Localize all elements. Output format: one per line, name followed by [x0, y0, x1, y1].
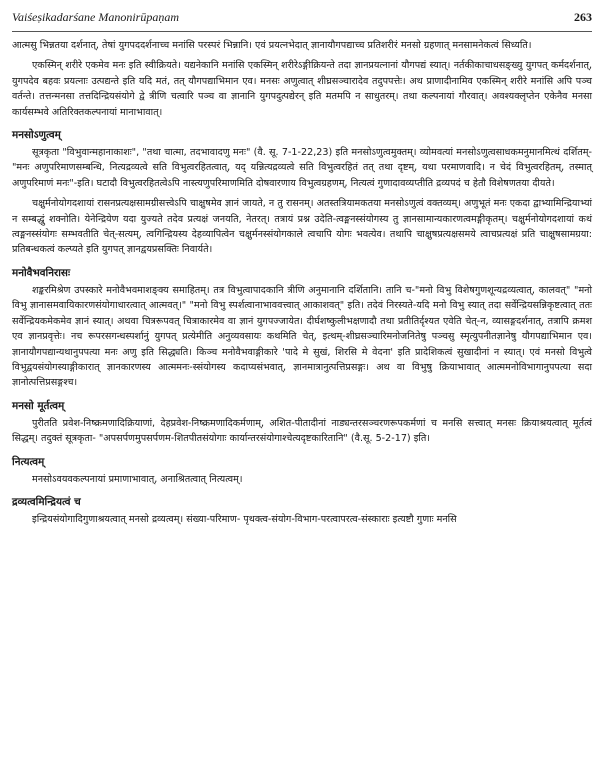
page-body: [12, 38, 592, 527]
section-heading-murtatva: मनसो मूर्तत्वम्: [12, 399, 65, 412]
running-title: Vaiśeṣikadarśane Manonirūpaṇam: [12, 10, 179, 24]
paragraph-8: इन्द्रियसंयोगादिगुणाश्रयत्वात् मनसो द्रव्यत्वम्। संख्या-परिमाण- पृथक्त्व-संयोग-विभाग-परत्वापरत्व-संस्काराः इत्यष्टौ गुणाः मनसि: [32, 513, 457, 525]
section-heading-nityatva: नित्यत्वम्: [12, 455, 45, 468]
paragraph-5: शङ्करमिश्रेण उपस्कारे मनोवैभवमाशङ्क्य समाहितम्। तत्र विभुत्वापादकानि त्रीणि अनुमानानि दर्शितानि। तानि च-"मनो विभु विशेषगुणशून्यद्रव्यत्वात्, कालवत्" "मनो विभु ज्ञानासमवायिकारणसंयोगाधारत्वात् आत्मवत्।" "मनो विभु स्पर्शत्वानाभाववत्त्वात् आकाशवत्" इति। तदेवं निरस्यते-यदि मनो विभु स्यात् तदा सर्वेन्द्रियसन्निकृष्टत्वात् ततः सर्वेन्द्रियकमेकमेव ज्ञानं स्यात्। अथवा चित्ररूपवत् चित्राकारमेव वा ज्ञानं युगपज्जायेत। दीर्घशष्कुलीभक्षणादौ तथा प्रतीतिर्दृश्यत एवेति चेत्-न, व्यासङ्गदर्शनात्, तत्रापि क्रमश एव ज्ञानप्रवृत्तेः। नच रूपरसगन्धस्पर्शानुं युगपत् प्रत्येमीति अनुव्यवसायः कथमिति चेत्, इत्थम्-शीघ्रसञ्चारिमनोजनितेषु पञ्चसु स्मृत्युपनीतज्ञानेषु यौगपद्याभिमान एव। ज्ञानायौगपद्यान्यथानुपपत्या मनः अणु इति सिद्ध्यति। किञ्च मनोवैभवाङ्गीकारे 'पादे मे सुखं, शिरसि मे वेदना' इति प्रादेशिकत्वं सुखादीनां न स्यात्। एवं मनसो विभुत्वे विभुद्वयसंयोगस्याङ्गीकारात् ज्ञानकारणस्य आत्ममनः-स्संयोगस्य कदाप्यसंभवात्, ज्ञानमात्रानुत्पत्तिप्रसङ्गः। अथ वा विभुषु क्रियाभावात् आत्ममनोविभागानुपपत्या सदा ज्ञानोत्पत्तिप्रसङ्गश्च।: [12, 284, 592, 389]
paragraph-6: पुरीतति प्रवेश-निष्क्रमणादिक्रियाणां, देहप्रवेश-निष्क्रमणादिकर्मणाम्, अशित-पीतादीनां नाड्यन्तरसञ्चरणरूपकर्मणां च मनसि सत्त्वात् मनसः क्रियाश्रयत्वात् मूर्तत्वं सिद्धम्। तदुक्तं सूत्रकृता- "अपसर्पणमुपसर्पणम-शितपीतसंयोगाः कार्यान्तरसंयोगाश्चेत्यदृष्टकारितानि" (वै.सू. 5-2-17) इति।: [12, 417, 592, 445]
paragraph-2: एकस्मिन् शरीरे एकमेव मनः इति स्वीक्रियते। यद्यनेकानि मनांसि एकस्मिन् शरीरेऽङ्गीक्रियन्ते तदा ज्ञानप्रयत्नानां यौगपद्यं स्यात्। नर्तकीकाचाधसङ्ख्यु युगपत् कर्मदर्शनात्, युगपदेव बहवः प्रयत्नाः उत्पद्यन्ते इति यदि मतं, तत् यौगपद्याभिमान एव। मनसः अणुत्वात् शीघ्रसञ्चारादेव तदुपपत्तेः। अथ प्राणादीनामिव एकस्मिन् शरीरे मनांसि अपि पञ्च वर्तन्ते। तत्तन्मनसा तत्तदिन्द्रियसंयोगे द्वे त्रीणि चत्वारि पञ्च वा ज्ञानानि युगपदुत्पद्येरन् इति मतमपि न साधुतरम्। तथा कल्पनायां गौरवात्। अवश्यक्लृप्तेन एकेनैव मनसा कार्यसम्भवे अतिरिक्तकल्पनायां मानाभावात्।: [12, 60, 592, 118]
page-header: [12, 10, 592, 32]
paragraph-7: मनसोऽवयवकल्पनायां प्रमाणाभावात्, अनाश्रितत्वात् नित्यत्वम्।: [32, 473, 243, 485]
paragraph-4: चक्षुर्मनोयोगदशायां रासनप्रत्यक्षसामग्रीसत्त्वेऽपि चाक्षुषमेव ज्ञानं जायते, न तु रासनम्। अतस्तत्रियामकतया मनसोऽणुत्वं वक्तव्यम्। अणुभूतं मनः एकदा द्वाभ्यामिन्द्रियाभ्यां न सम्बद्धुं शक्नोति। येनेन्द्रियेण यदा युज्यते तदेव प्रत्यक्षं जनयति, नेतरत्। तत्रायं प्रश्न उदेति-त्वङ्मनस्संयोगस्य तु ज्ञानसामान्यकारणत्वमङ्गीकृतम्। चक्षुर्मनोयोगदशायां कथं त्वङ्मनस्संयोगः सम्भवतीति चेत्-सत्यम्, त्वगिन्द्रियस्य देहव्यापित्वेन चक्षुर्मनस्संयोगकाले त्वचापि योगः भवत्येव। तथापि चाक्षुषप्रत्यक्षसमये त्वाचप्रत्यक्षं प्रति चाक्षुषसामग्रया: प्रतिबन्धकत्वं कल्प्यते इति युगपत् ज्ञानद्वयप्रसक्तिः निवार्यते।: [12, 198, 592, 256]
paragraph-3: सूत्रकृता "विभुवान्महानाकाशः", "तथा चात्मा, तदभावादणु मनः" (वै. सू. 7-1-22,23) इति मनसोऽणुत्वमुक्तम्। व्योमवत्यां मनसोऽणुत्वसाधकमनुमानमित्थं दर्शितम्- "मनः अणुपरिमाणसम्बन्धि, नित्यद्रव्यत्वे सति विभुत्वरहितत्वात्, यद् यन्नित्यद्रव्यत्वे सति विभुत्वरहितं तत् तथा दृष्टम्, यथा परमाणवादि। न चेदं विभुत्वरहितम्, तस्मात् अणुपरिमाणं मनः"-इति। घटादौ विभुत्वरहितत्वेऽपि नास्त्यणुपरिमाणमिति दोषवारणाय विभुत्वग्रहणम्, नित्यत्वं गुणादावव्यप्तीति द्रव्यपदं च हेतौ विशेषणतया दीयते।: [12, 147, 592, 189]
book-page: [12, 10, 592, 532]
page-number: 263: [574, 10, 592, 24]
section-heading-anutva: मनसोऽणुत्वम्: [12, 129, 61, 142]
section-heading-dravyatva: द्रव्यत्वमिन्द्रियत्वं च: [12, 495, 81, 508]
paragraph-1: आत्मसु भिन्नतया दर्शनात्, तेषां युगपददर्शनाच्च मनांसि परस्परं भिन्नानि। एवं प्रयत्नभेदात् ज्ञानायौगपद्याच्च प्रतिशरीरं मनसो ग्रहणात् मनसामनेकत्वं सिध्यति।: [12, 40, 532, 51]
section-heading-vaibhava: मनोवैभवनिरासः: [12, 266, 71, 279]
